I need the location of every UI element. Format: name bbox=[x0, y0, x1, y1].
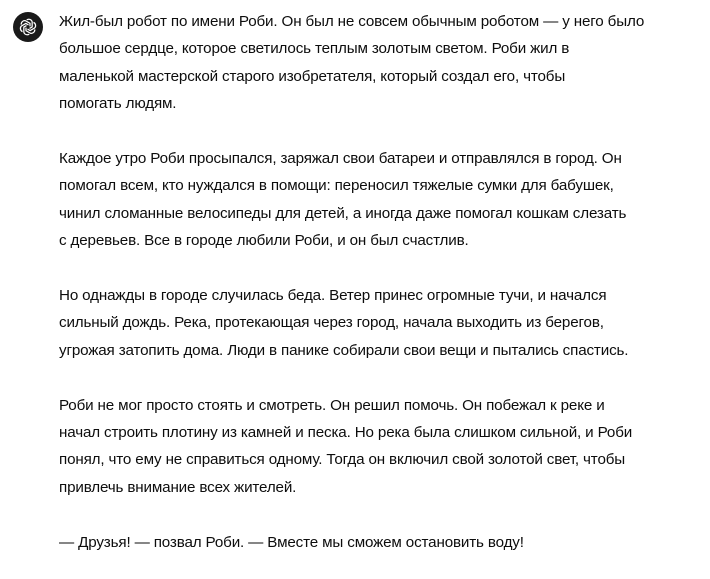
openai-logo-icon bbox=[18, 17, 38, 37]
text-line: сильный дождь. Река, протекающая через город, начала выходить из берегов, bbox=[59, 314, 604, 332]
text-line: привлечь внимание всех жителей. bbox=[59, 478, 297, 496]
paragraph-2 bbox=[59, 145, 699, 255]
paragraph-3 bbox=[59, 282, 699, 364]
text-line: Роби не мог просто стоять и смотреть. Он решил помочь. Он побежал к реке и bbox=[59, 396, 605, 414]
text-line: начал строить плотину из камней и песка. Но река была слишком сильной, и Роби bbox=[59, 424, 633, 442]
paragraph-1 bbox=[59, 8, 699, 118]
assistant-avatar bbox=[13, 12, 43, 42]
text-line: чинил сломанные велосипеды для детей, а иногда даже помогал кошкам слезать bbox=[59, 204, 627, 222]
paragraph-4 bbox=[59, 392, 699, 502]
text-line: большое сердце, которое светилось теплым золотым светом. Роби жил в bbox=[59, 40, 570, 58]
text-line: Жил-был робот по имени Роби. Он был не совсем обычным роботом — у него было bbox=[59, 13, 645, 30]
text-line: угрожая затопить дома. Люди в панике собирали свои вещи и пытались спастись. bbox=[59, 341, 629, 359]
paragraph-5 bbox=[59, 529, 699, 556]
text-line: Но однажды в городе случилась беда. Ветер принес огромные тучи, и начался bbox=[59, 287, 607, 305]
text-line: маленькой мастерской старого изобретателя, который создал его, чтобы bbox=[59, 67, 566, 85]
text-line: с деревьев. Все в городе любили Роби, и он был счастлив. bbox=[59, 232, 469, 250]
text-line: — Друзья! — позвал Роби. — Вместе мы сможем остановить воду! bbox=[59, 533, 524, 551]
text-line: помогал всем, кто нуждался в помощи: переносил тяжелые сумки для бабушек, bbox=[59, 177, 614, 195]
text-line: Каждое утро Роби просыпался, заряжал свои батареи и отправлялся в город. Он bbox=[59, 150, 622, 168]
text-line: помогать людям. bbox=[59, 95, 177, 113]
text-line: понял, что ему не справиться одному. Тогда он включил свой золотой свет, чтобы bbox=[59, 451, 626, 469]
message-content bbox=[59, 8, 699, 556]
